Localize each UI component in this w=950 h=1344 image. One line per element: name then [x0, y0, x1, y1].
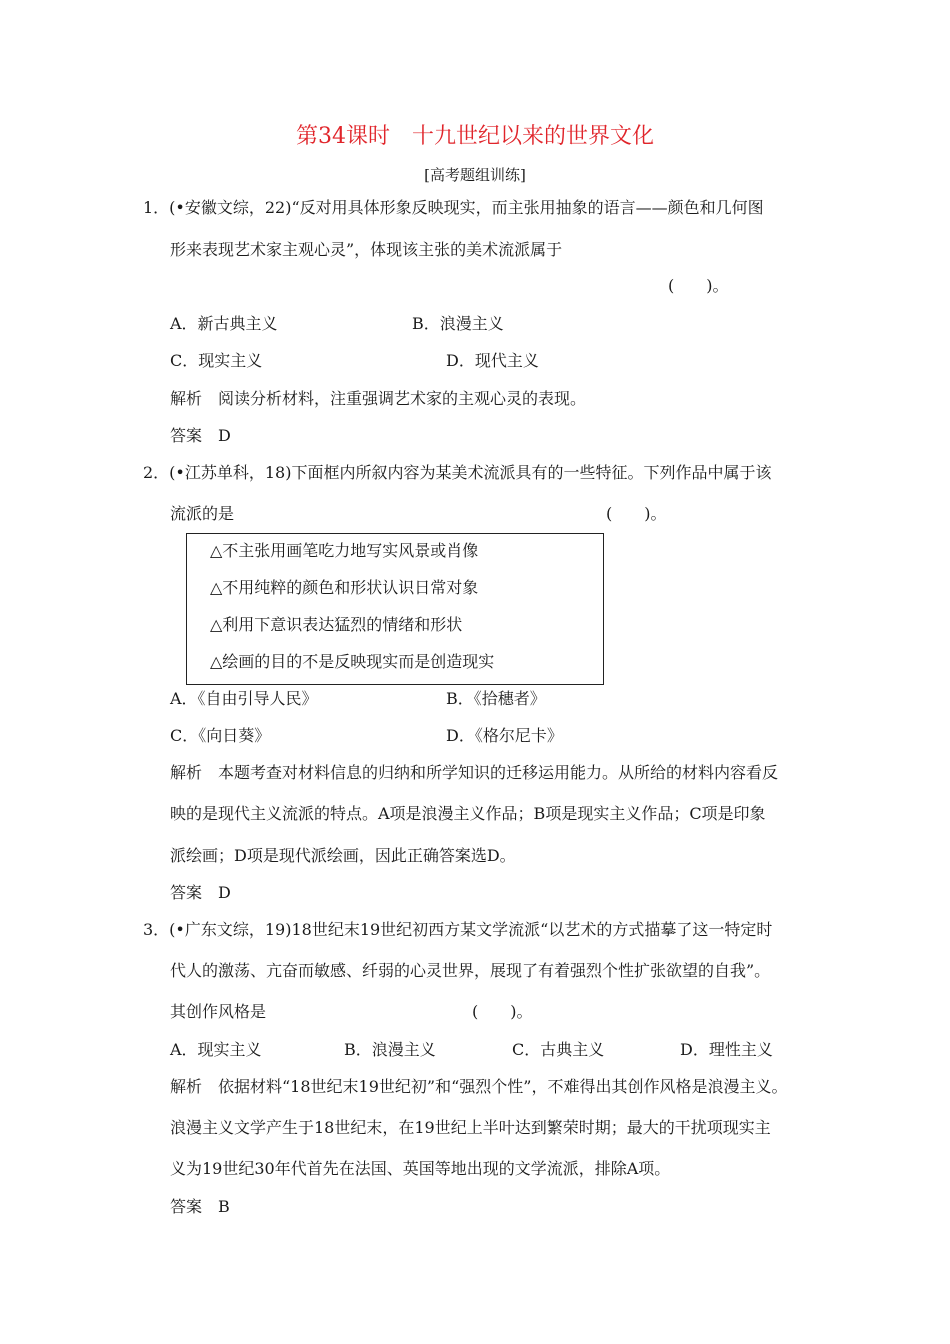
q3-analysis-line1: 解析 依据材料“18世纪末19世纪初”和“强烈个性”，不难得出其创作风格是浪漫主义。 [170, 1077, 788, 1096]
q3-option-a: A．现实主义 [170, 1040, 262, 1059]
q1-answer: 答案 D [170, 426, 231, 445]
q2-option-b: B．《拾穗者》 [446, 689, 546, 708]
q2-analysis-line3: 派绘画；D项是现代派绘画，因此正确答案选D。 [170, 846, 516, 865]
q2-option-a: A．《自由引导人民》 [170, 689, 318, 708]
q2-analysis-line1: 解析 本题考查对材料信息的归纳和所学知识的迁移运用能力。从所给的材料内容看反 [170, 763, 779, 782]
q2-bracket: ( )。 [606, 504, 667, 523]
q3-option-d: D．理性主义 [680, 1040, 773, 1059]
q2-line1: 2．(•江苏单科，18)下面框内所叙内容为某美术流派具有的一些特征。下列作品中属于该 [143, 463, 772, 482]
q3-line1: 3．(•广东文综，19)18世纪末19世纪初西方某文学流派“以艺术的方式描摹了这一特定时 [143, 920, 773, 939]
q2-option-d: D．《格尔尼卡》 [446, 726, 563, 745]
q3-line2: 代人的激荡、亢奋而敏感、纤弱的心灵世界，展现了有着强烈个性扩张欲望的自我”。 [170, 961, 771, 980]
q3-analysis-line3: 义为19世纪30年代首先在法国、英国等地出现的文学流派，排除A项。 [170, 1159, 671, 1178]
page-title: 第34课时 十九世纪以来的世界文化 [296, 124, 654, 149]
q3-answer: 答案 B [170, 1197, 230, 1216]
q2-feature-3: △利用下意识表达猛烈的情绪和形状 [210, 615, 463, 634]
q1-option-a: A．新古典主义 [170, 314, 278, 333]
q2-feature-2: △不用纯粹的颜色和形状认识日常对象 [210, 578, 479, 597]
q3-analysis-line2: 浪漫主义文学产生于18世纪末，在19世纪上半叶达到繁荣时期；最大的干扰项现实主 [170, 1118, 771, 1137]
q1-option-b: B．浪漫主义 [412, 314, 504, 333]
q3-option-c: C．古典主义 [512, 1040, 605, 1059]
q1-line2: 形来表现艺术家主观心灵”，体现该主张的美术流派属于 [170, 240, 563, 259]
q1-option-c: C．现实主义 [170, 351, 263, 370]
q2-line2: 流派的是 [170, 504, 235, 523]
q3-option-b: B．浪漫主义 [344, 1040, 436, 1059]
q2-analysis-line2: 映的是现代主义流派的特点。A项是浪漫主义作品；B项是现实主义作品；C项是印象 [170, 804, 766, 823]
q1-option-d: D．现代主义 [446, 351, 539, 370]
q2-answer: 答案 D [170, 883, 231, 902]
q3-bracket: ( )。 [472, 1002, 533, 1021]
q2-feature-1: △不主张用画笔吃力地写实风景或肖像 [210, 541, 479, 560]
q2-option-c: C．《向日葵》 [170, 726, 271, 745]
section-subtitle: [高考题组训练] [424, 166, 526, 184]
q1-analysis: 解析 阅读分析材料，注重强调艺术家的主观心灵的表现。 [170, 389, 587, 408]
q2-feature-4: △绘画的目的不是反映现实而是创造现实 [210, 652, 495, 671]
q1-line1: 1．(•安徽文综，22)“反对用具体形象反映现实，而主张用抽象的语言——颜色和几何图 [143, 198, 764, 217]
q1-bracket: ( )。 [668, 276, 729, 295]
q3-line3: 其创作风格是 [170, 1002, 267, 1021]
